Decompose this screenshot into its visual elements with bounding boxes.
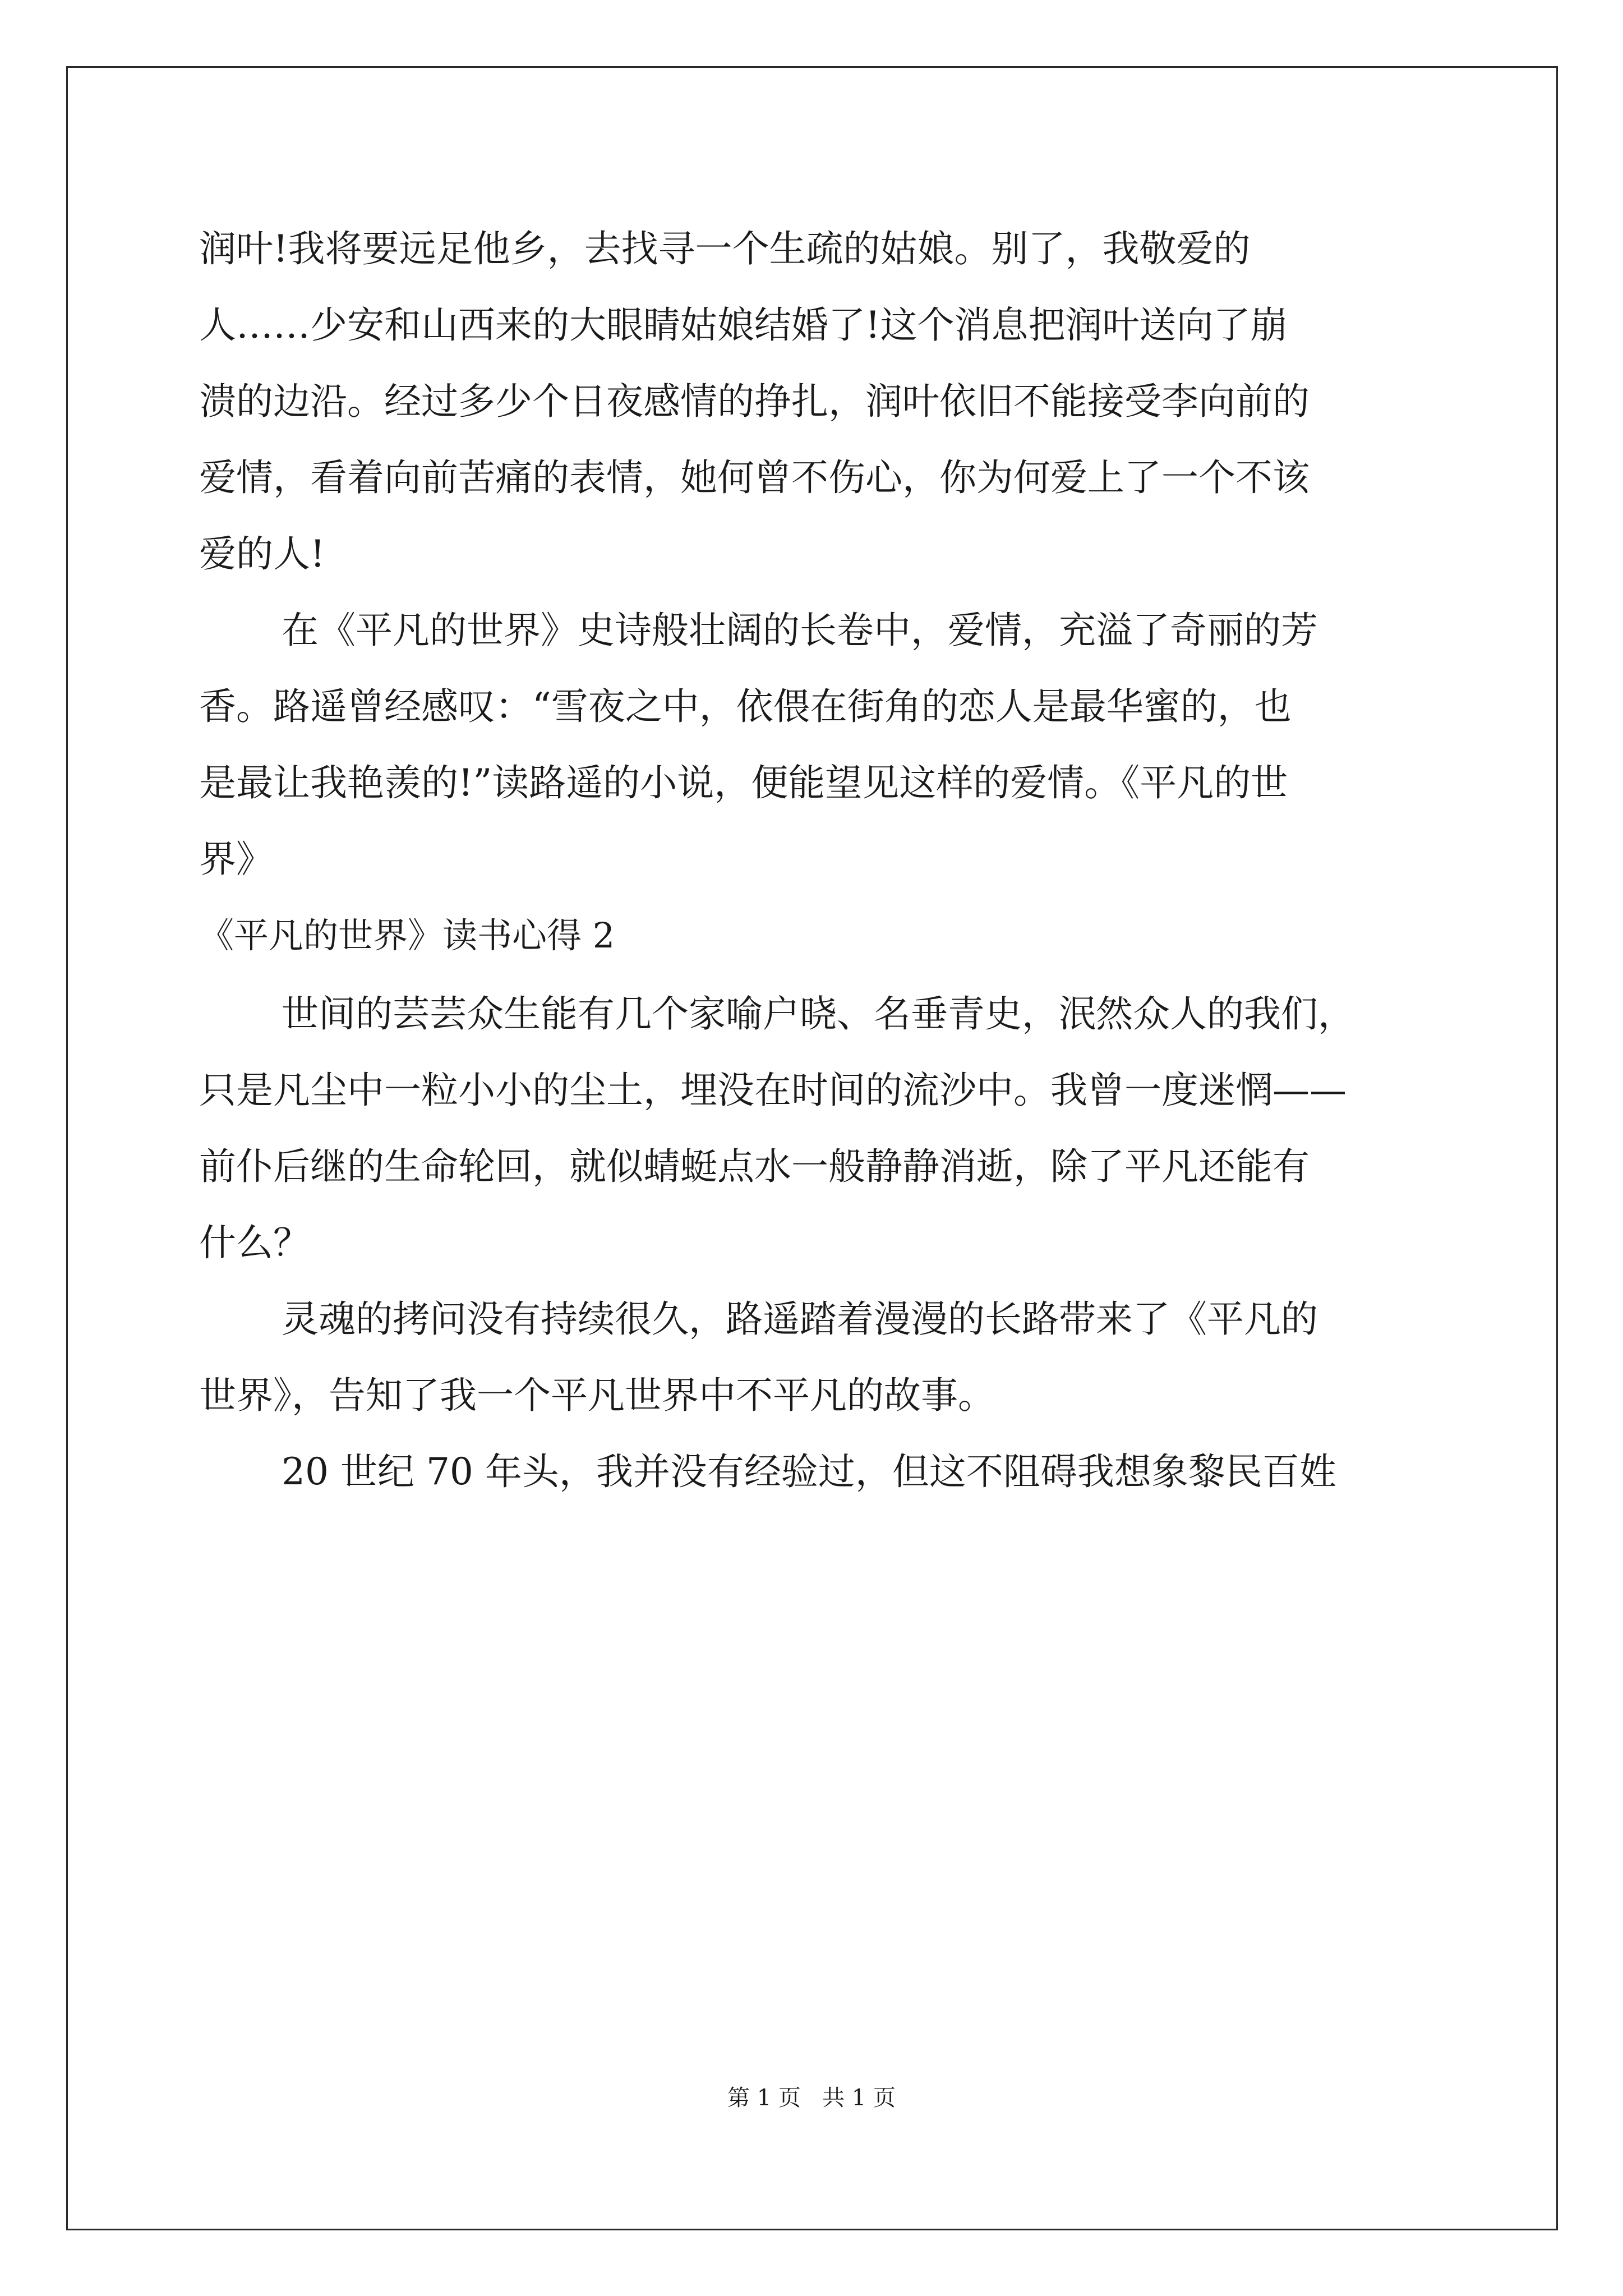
- body-text-line: 什么？: [199, 1221, 310, 1264]
- body-text-line: 世间的芸芸众生能有几个家喻户晓、名垂青史，泯然众人的我们，: [282, 992, 1355, 1036]
- body-text-line: 在《平凡的世界》史诗般壮阔的长卷中，爱情，充溢了奇丽的芳: [282, 609, 1318, 652]
- body-text-line: 爱情，看着向前苦痛的表情，她何曾不伤心，你为何爱上了一个不该: [199, 456, 1310, 499]
- body-text-line: 溃的边沿。经过多少个日夜感情的挣扎，润叶依旧不能接受李向前的: [199, 380, 1310, 423]
- body-text-line: 人……少安和山西来的大眼睛姑娘结婚了!这个消息把润叶送向了崩: [199, 303, 1288, 347]
- section-heading: 《平凡的世界》读书心得 2: [199, 915, 615, 956]
- body-text-line: 爱的人!: [199, 532, 325, 576]
- body-text-line: 灵魂的拷问没有持续很久，路遥踏着漫漫的长路带来了《平凡的: [282, 1297, 1318, 1341]
- body-text-line: 香。路遥曾经感叹：“雪夜之中，依偎在街角的恋人是最华蜜的，也: [199, 685, 1292, 728]
- body-text-line: 界》: [199, 838, 273, 881]
- body-text-line: 前仆后继的生命轮回，就似蜻蜓点水一般静静消逝，除了平凡还能有: [199, 1145, 1310, 1188]
- body-text-line: 20 世纪 70 年头，我并没有经验过，但这不阻碍我想象黎民百姓: [282, 1450, 1336, 1493]
- body-text-line: 润叶!我将要远足他乡，去找寻一个生疏的姑娘。别了，我敬爱的: [199, 227, 1251, 270]
- body-text-line: 是最让我艳羡的!”读路遥的小说，便能望见这样的爱情。《平凡的世: [199, 761, 1288, 804]
- body-text-line: 只是凡尘中一粒小小的尘土，埋没在时间的流沙中。我曾一度迷惘——: [199, 1069, 1347, 1112]
- body-text-line: 世界》，告知了我一个平凡世界中不平凡的故事。: [199, 1374, 995, 1417]
- page-number-footer: 第 1 页 共 1 页: [727, 2085, 896, 2111]
